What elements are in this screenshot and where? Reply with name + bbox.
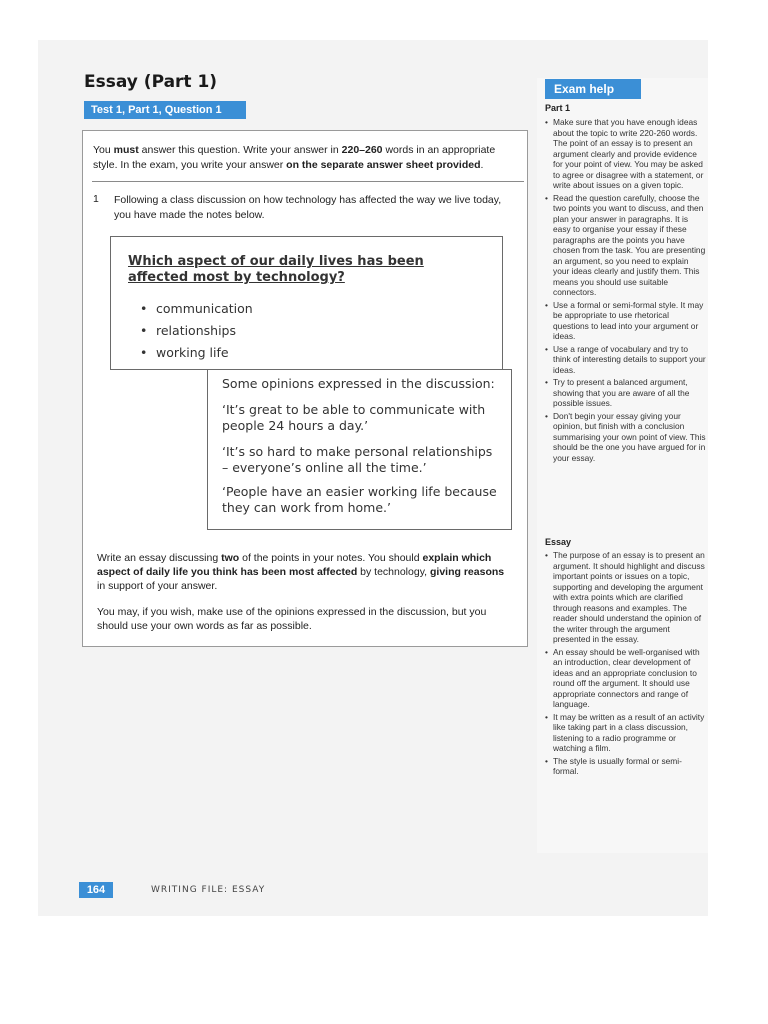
notes-question: Which aspect of our daily lives has been affected most by technology? [128,254,424,285]
notes-item: • communication [140,298,253,320]
task-instruction-optional: You may, if you wish, make use of the opinions expressed in the discussion, but you should use your own words as far as possible. [97,606,487,632]
opinions-heading: Some opinions expressed in the discussion: [222,376,495,391]
test-label: Test 1, Part 1, Question 1 [84,101,246,119]
part1-tips [545,117,707,465]
tip-item: • Use a range of vocabulary and try to think of interesting details to support your ideas. [545,344,707,376]
tip-item: • The purpose of an essay is to present an argument. It should highlight and discuss important points or issues on a topic, supporting and developing the argument with extra points which are clarified through reasons and examples. The reader should understand the opinion of the writer through the argument presented in the essay. [545,550,707,645]
tip-item: • An essay should be well-organised with an introduction, clear development of ideas and an appropriate conclusion to round off the argument. It should use appropriate connectors and range of language. [545,647,707,710]
tip-item: • Don't begin your essay giving your opinion, but finish with a conclusion summarising your own point of view. This should be the one you have argued for in your essay. [545,411,707,464]
tip-item: • Make sure that you have enough ideas about the topic to write 220-260 words. The point of an essay is to present an argument clearly and provide evidence for your point of view. You may be asked to agree or disagree with a statement, or write about issues on a given topic. [545,117,707,191]
question-number: 1 [93,193,99,205]
tip-item: • Use a formal or semi-formal style. It may be appropriate to use rhetorical questions to lead into your argument or ideas. [545,300,707,342]
notes-list [140,298,253,364]
notes-item: • working life [140,342,253,364]
page-title: Essay (Part 1) [84,72,218,92]
opinion-quote: ‘It’s great to be able to communicate with people 24 hours a day.’ [222,402,486,433]
opinion-quote: ‘People have an easier working life because they can work from home.’ [222,484,497,515]
task-intro: You must answer this question. Write your answer in 220–260 words in an appropriate style. In the exam, you write your answer on the separate answer sheet provided. [93,144,496,171]
tip-item: • The style is usually formal or semi-formal. [545,756,707,777]
exam-help-badge: Exam help [545,79,641,99]
essay-heading: Essay [545,537,572,547]
tip-item: • Read the question carefully, choose the two points you want to discuss, and then plan your answer in paragraphs. It is easy to organise your essay if these paragraphs are the points you have chosen from the task. You are presenting an argument, so you need to explain your ideas clearly and justify them. This means you should use suitable connectors. [545,193,707,298]
tip-item: • It may be written as a result of an activity like taking part in a class discussion, listening to a radio programme or watching a film. [545,712,707,754]
notes-item: • relationships [140,320,253,342]
footer-label: WRITING FILE: ESSAY [151,885,266,895]
task-instruction: Write an essay discussing two of the points in your notes. You should explain which aspect of daily life you think has been most affected by technology, giving reasons in support of your answer. [97,552,505,592]
opinion-quote: ‘It’s so hard to make personal relationships – everyone’s online all the time.’ [222,444,493,475]
task-divider [92,181,524,182]
page-number: 164 [79,882,113,898]
part1-heading: Part 1 [545,103,571,113]
question-text: Following a class discussion on how technology has affected the way we live today, you have made the notes below. [114,194,502,221]
essay-tips [545,550,707,779]
tip-item: • Try to present a balanced argument, showing that you are aware of all the possible issues. [545,377,707,409]
